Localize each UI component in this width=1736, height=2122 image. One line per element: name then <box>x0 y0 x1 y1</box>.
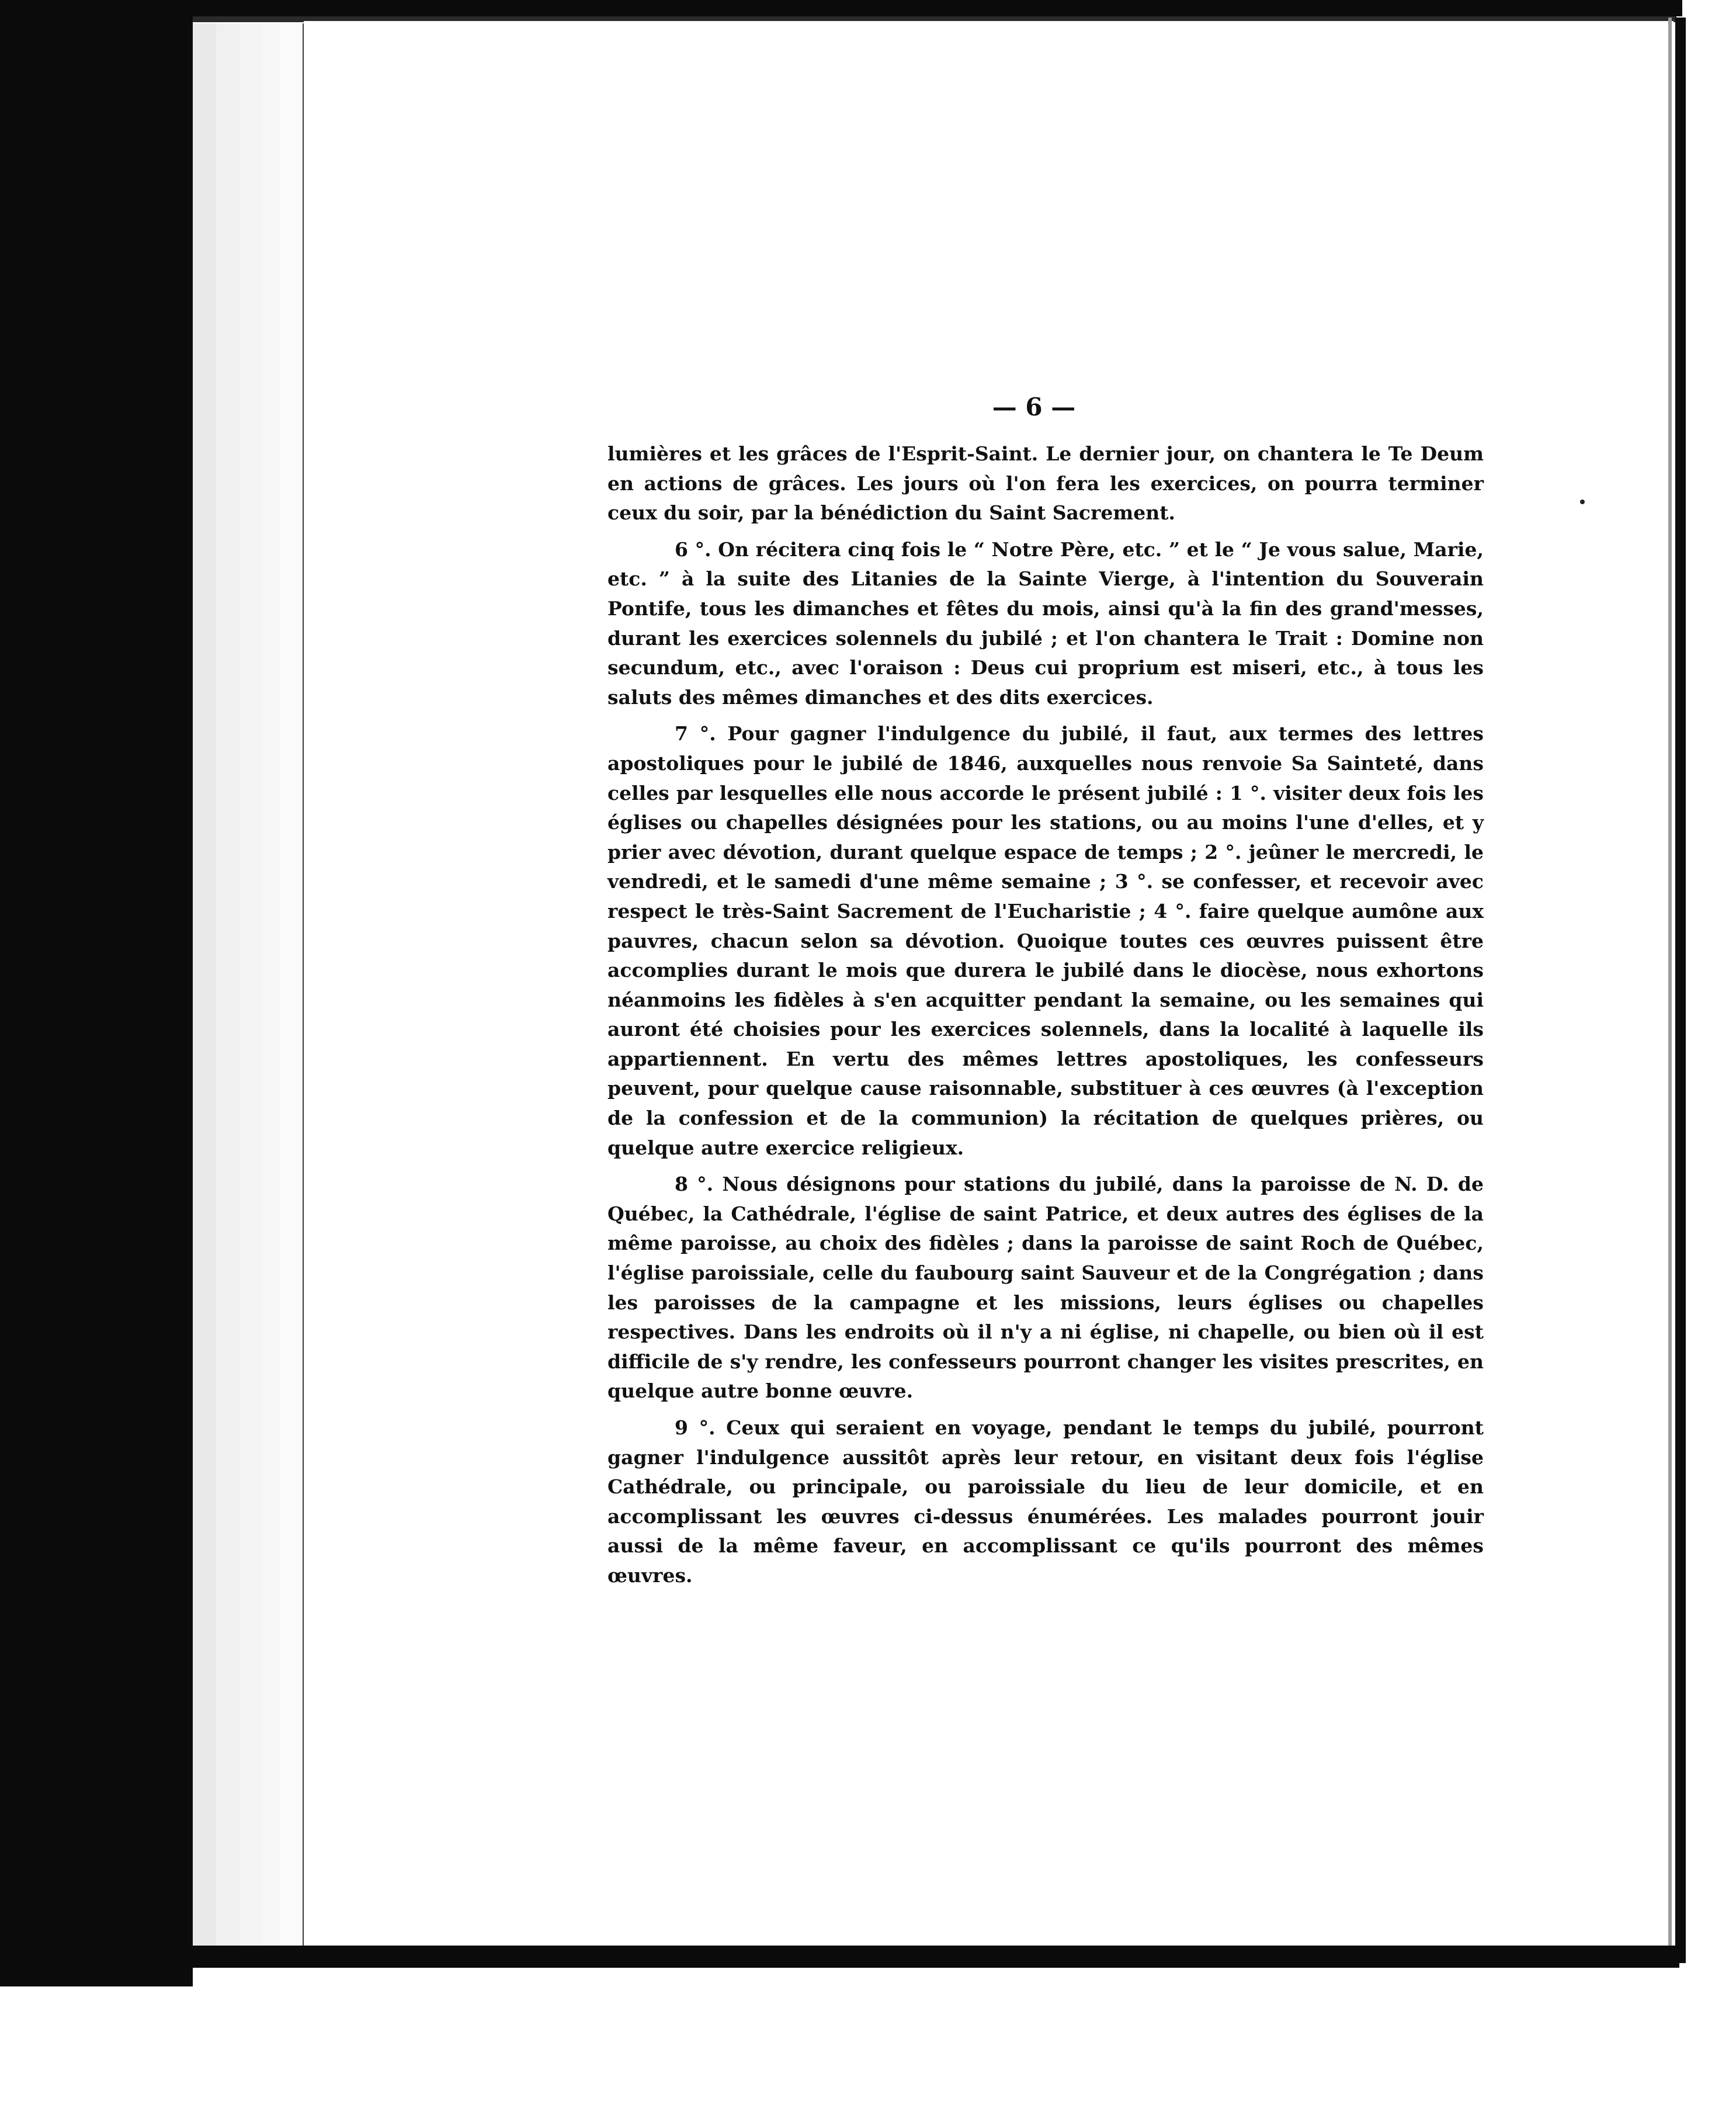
scanner-margin-bottom <box>0 1986 1736 2122</box>
page-number: — 6 — <box>992 393 1076 421</box>
paragraph: 6 °. On récitera cinq fois le “ Notre Père, etc. ” et le “ Je vous salue, Marie, etc. ” à la suite des Litanies de la Sainte Vierge, à l'intention du Souverain Pontife, tous les dimanches et fêtes du mois, ainsi qu'à la fin des grand'messes, durant les exercices solennels du jubilé ; et l'on chantera le Trait : Domine non secundum, etc., avec l'oraison : Deus cui proprium est miseri, etc., à tous les saluts des mêmes dimanches et des dits exercices. <box>607 538 1484 709</box>
page-bottom-border <box>193 1946 1679 1968</box>
paragraph: 7 °. Pour gagner l'indulgence du jubilé, il faut, aux termes des lettres apostoliques pour le jubilé de 1846, auxquelles nous renvoie Sa Sainteté, dans celles par lesquelles elle nous accorde le présent jubilé : 1 °. visiter deux fois les églises ou chapelles désignées pour les stations, ou au moins l'une d'elles, et y prier avec dévotion, durant quelque espace de temps ; 2 °. jeûner le mercredi, le vendredi, et le samedi d'une même semaine ; 3 °. se confesser, et recevoir avec respect le très-Saint Sacrement de l'Eucharistie ; 4 °. faire quelque aumône aux pauvres, chacun selon sa dévotion. Quoique toutes ces œuvres puissent être accomplies durant le mois que durera le jubilé dans le diocèse, nous exhortons néanmoins les fidèles à s'en acquitter pendant la semaine, ou les semaines qui auront été choisies pour les exercices solennels, dans la localité à laquelle ils appartiennent. En vertu des mêmes lettres apostoliques, les confesseurs peuvent, pour quelque cause raisonnable, substituer à ces œuvres (à l'exception de la confession et de la communion) la récitation de quelques prières, ou quelque autre exercice religieux. <box>607 722 1484 1159</box>
scanner-margin-right <box>1682 0 1736 2122</box>
paragraph: 8 °. Nous désignons pour stations du jubilé, dans la paroisse de N. D. de Québec, la Cathédrale, l'église de saint Patrice, et deux autres des églises de la même paroisse, au choix des fidèles ; dans la paroisse de saint Roch de Québec, l'église paroissiale, celle du faubourg saint Sauveur et de la Congrégation ; dans les paroisses de la campagne et les missions, leurs églises ou chapelles respectives. Dans les endroits où il n'y a ni église, ni chapelle, ou bien où il est difficile de s'y rendre, les confesseurs pourront changer les visites prescrites, en quelque autre bonne œuvre. <box>607 1173 1484 1403</box>
print-speck <box>1580 500 1585 504</box>
page-right-border <box>1675 18 1686 1963</box>
page-right-shadow <box>1668 18 1672 1957</box>
body-text <box>607 439 1484 1598</box>
paragraph: 9 °. Ceux qui seraient en voyage, pendant le temps du jubilé, pourront gagner l'indulgence aussitôt après leur retour, en visitant deux fois l'église Cathédrale, ou principale, ou paroissiale du lieu de leur domicile, et en accomplissant les œuvres ci-dessus énumérées. Les malades pourront jouir aussi de la même faveur, en accomplissant ce qu'ils pourront des mêmes œuvres. <box>607 1416 1484 1587</box>
paragraph: lumières et les grâces de l'Esprit-Saint. Le dernier jour, on chantera le Te Deum en actions de grâces. Les jours où l'on fera les exercices, on pourra terminer ceux du soir, par la bénédiction du Saint Sacrement. <box>607 442 1484 525</box>
scanner-background-top <box>0 0 1736 16</box>
page-edge <box>280 23 304 1960</box>
scanner-background <box>0 0 193 2122</box>
